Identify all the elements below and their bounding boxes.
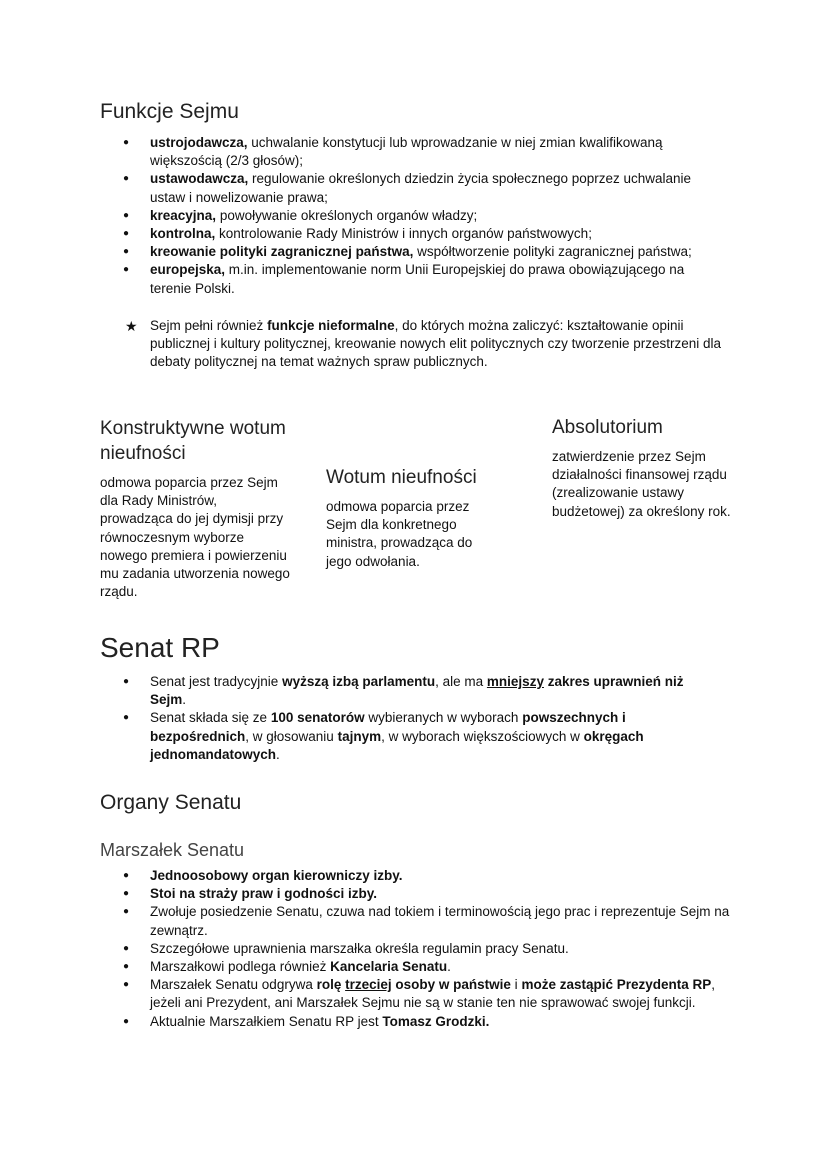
list-item: ● Stoi na straży praw i godności izby. [123,885,743,903]
marszalek-list [123,867,743,1031]
list-item: ● kreacyjna, powoływanie określonych organów władzy; [123,207,723,225]
sejm-functions-list [123,134,723,298]
column-absolutorium [552,415,742,521]
list-item: ● ustawodawcza, regulowanie określonych dziedzin życia społecznego poprzez uchwalanie ustaw i nowelizowanie prawa; [123,170,723,206]
list-item: ● kontrolna, kontrolowanie Rady Ministrów i innych organów państwowych; [123,225,723,243]
list-item: ● Szczegółowe uprawnienia marszałka określa regulamin pracy Senatu. [123,940,743,958]
list-item: ● Marszałek Senatu odgrywa rolę trzeciej osoby w państwie i może zastąpić Prezydenta RP, jeżeli ani Prezydent, ani Marszałek Sejmu nie są w stanie ten nie sprawować swojej funkcji. [123,976,743,1012]
column-title: Wotum nieufności [326,467,477,488]
column-text: odmowa poparcia przez Sejm dla konkretnego ministra, prowadząca do jego odwołania. [326,499,473,569]
list-item: ● Jednoosobowy organ kierowniczy izby. [123,867,743,885]
list-item: ● kreowanie polityki zagranicznej państwa, współtworzenie polityki zagranicznej państwa; [123,243,723,261]
column-title: Absolutorium [552,417,663,438]
marszalek-heading: Marszałek Senatu [100,840,245,860]
list-item: ● Zwołuje posiedzenie Senatu, czuwa nad tokiem i terminowością jego prac i reprezentuje Sejm na zewnątrz. [123,903,743,939]
column-text: zatwierdzenie przez Sejm działalności finansowej rządu (zrealizowanie ustawy budżetowej) za określony rok. [552,449,731,519]
informal-functions-note: ★ Sejm pełni również funkcje nieformalne, do których można zaliczyć: kształtowanie opinii publicznej i kultury politycznej, kreowanie nowych elit politycznych czy tworzenie przestrzeni dla debaty politycznej na temat ważnych spraw publicznych. [125,318,722,370]
list-item: ● Aktualnie Marszałkiem Senatu RP jest Tomasz Grodzki. [123,1013,743,1031]
organy-senatu-heading: Organy Senatu [100,791,242,814]
column-no-confidence [326,465,501,571]
senat-list [123,673,723,764]
list-item: ● Senat jest tradycyjnie wyższą izbą parlamentu, ale ma mniejszy zakres uprawnień niż Sejm. [123,673,723,709]
star-icon: ★ [125,318,138,334]
list-item: ● europejska, m.in. implementowanie norm Unii Europejskiej do prawa obowiązującego na terenie Polski. [123,261,723,297]
column-text: odmowa poparcia przez Sejm dla Rady Ministrów, prowadząca do jej dymisji przy równoczesnym wyborze nowego premiera i powierzeniu mu zadania utworzenia nowego rządu. [100,475,290,600]
list-item: ● Marszałkowi podlega również Kancelaria Senatu. [123,958,743,976]
senat-heading: Senat RP [100,632,220,663]
sejm-functions-heading: Funkcje Sejmu [100,100,239,123]
column-title: Konstruktywne wotum nieufności [100,418,286,464]
list-item: ● ustrojodawcza, uchwalanie konstytucji lub wprowadzanie w niej zmian kwalifikowaną większością (2/3 głosów); [123,134,723,170]
column-constructive-vote [100,416,290,601]
list-item: ● Senat składa się ze 100 senatorów wybieranych w wyborach powszechnych i bezpośrednich, w głosowaniu tajnym, w wyborach większościowych w okręgach jednomandatowych. [123,709,723,764]
